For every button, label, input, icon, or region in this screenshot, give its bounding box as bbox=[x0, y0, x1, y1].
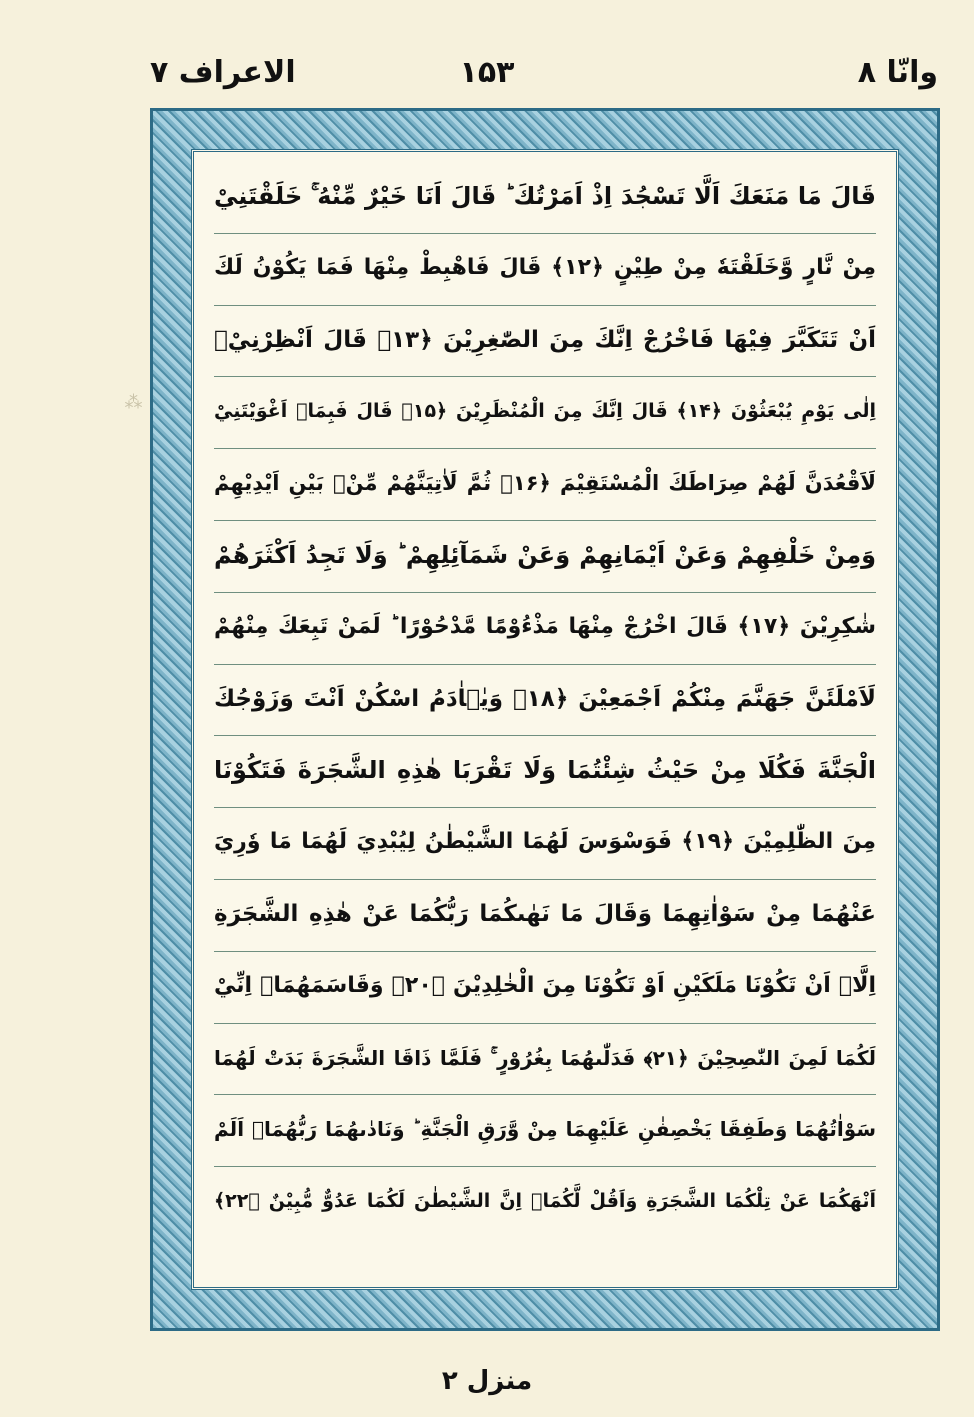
text-line-11: عَنْهُمَا مِنْ سَوْاٰتِهِمَا وَقَالَ مَا نَهٰىكُمَا رَبُّكُمَا عَنْ هٰذِهِ الشَّجَرَةِ bbox=[214, 880, 876, 952]
juz-label: وانّا ۸ bbox=[857, 55, 938, 90]
text-line-7: شٰكِرِيْنَ ﴿۱۷﴾ قَالَ اخْرُجْ مِنْهَا مَذْءُوْمًا مَّدْحُوْرًا ؕ لَمَنْ تَبِعَكَ مِنْهُمْ bbox=[214, 593, 876, 665]
ornamental-border bbox=[150, 108, 940, 1331]
text-line-12: اِلَّاۤ اَنْ تَكُوْنَا مَلَكَيْنِ اَوْ تَكُوْنَا مِنَ الْخٰلِدِيْنَ ﴿۲۰﴾ وَقَاسَمَهُمَاۤ اِنِّيْ bbox=[214, 952, 876, 1024]
text-line-14: سَوْاٰتُهُمَا وَطَفِقَا يَخْصِفٰنِ عَلَيْهِمَا مِنْ وَّرَقِ الْجَنَّةِ ؕ وَنَادٰىهُمَا رَبُّهُمَاۤ اَلَمْ bbox=[214, 1095, 876, 1167]
page-number: ۱۵۳ bbox=[459, 55, 515, 90]
page-header bbox=[0, 48, 974, 98]
text-line-10: مِنَ الظّٰلِمِيْنَ ﴿۱۹﴾ فَوَسْوَسَ لَهُمَا الشَّيْطٰنُ لِيُبْدِيَ لَهُمَا مَا وٗرِيَ bbox=[214, 808, 876, 880]
text-line-15: اَنْهَكُمَا عَنْ تِلْكُمَا الشَّجَرَةِ وَاَقُلْ لَّكُمَاۤ اِنَّ الشَّيْطٰنَ لَكُمَا عَدُوٌّ مُّبِيْنٌ ﴿۲۲﴾ bbox=[214, 1190, 876, 1213]
text-line-2: مِنْ نَّارٍ وَّخَلَقْتَهٗ مِنْ طِيْنٍ ﴿۱۲﴾ قَالَ فَاهْبِطْ مِنْهَا فَمَا يَكُوْنُ لَكَ bbox=[214, 234, 876, 306]
text-line-8: لَاَمْلَئَنَّ جَهَنَّمَ مِنْكُمْ اَجْمَعِيْنَ ﴿۱۸﴾ وَيٰۤاٰدَمُ اسْكُنْ اَنْتَ وَزَوْجُكَ bbox=[214, 665, 876, 737]
verse-lines bbox=[214, 162, 876, 1277]
text-line-3: اَنْ تَتَكَبَّرَ فِيْهَا فَاخْرُجْ اِنَّكَ مِنَ الصّٰغِرِيْنَ ﴿۱۳﴾ قَالَ اَنْظِرْنِيْۤ bbox=[214, 306, 876, 378]
text-line-1: قَالَ مَا مَنَعَكَ اَلَّا تَسْجُدَ اِذْ اَمَرْتُكَ ؕ قَالَ اَنَا خَيْرٌ مِّنْهُ ۚ خَلَقْتَنِيْ bbox=[214, 162, 876, 234]
text-panel bbox=[191, 149, 899, 1290]
text-line-9: الْجَنَّةَ فَكُلَا مِنْ حَيْثُ شِئْتُمَا وَلَا تَقْرَبَا هٰذِهِ الشَّجَرَةَ فَتَكُوْنَا bbox=[214, 736, 876, 808]
text-line-5: لَاَقْعُدَنَّ لَهُمْ صِرَاطَكَ الْمُسْتَقِيْمَ ﴿۱۶﴾ ثُمَّ لَاٰتِيَنَّهُمْ مِّنْۢ بَيْنِ اَيْدِيْهِمْ bbox=[214, 449, 876, 521]
surah-label: الاعراف ۷ bbox=[150, 55, 296, 90]
margin-mark: ⁂ bbox=[123, 392, 144, 413]
manzil-footer: منزل ۲ bbox=[441, 1366, 533, 1396]
text-line-4: اِلٰى يَوْمِ يُبْعَثُوْنَ ﴿۱۴﴾ قَالَ اِنَّكَ مِنَ الْمُنْظَرِيْنَ ﴿۱۵﴾ قَالَ فَبِمَاۤ اَغْوَيْتَنِيْ bbox=[214, 377, 876, 449]
text-line-6: وَمِنْ خَلْفِهِمْ وَعَنْ اَيْمَانِهِمْ وَعَنْ شَمَآئِلِهِمْ ؕ وَلَا تَجِدُ اَكْثَرَهُمْ bbox=[214, 521, 876, 593]
text-line-13: لَكُمَا لَمِنَ النّٰصِحِيْنَ ﴿۲۱﴾ فَدَلّٰىهُمَا بِغُرُوْرٍ ۚ فَلَمَّا ذَاقَا الشَّجَرَةَ بَدَتْ لَهُمَا bbox=[214, 1024, 876, 1096]
